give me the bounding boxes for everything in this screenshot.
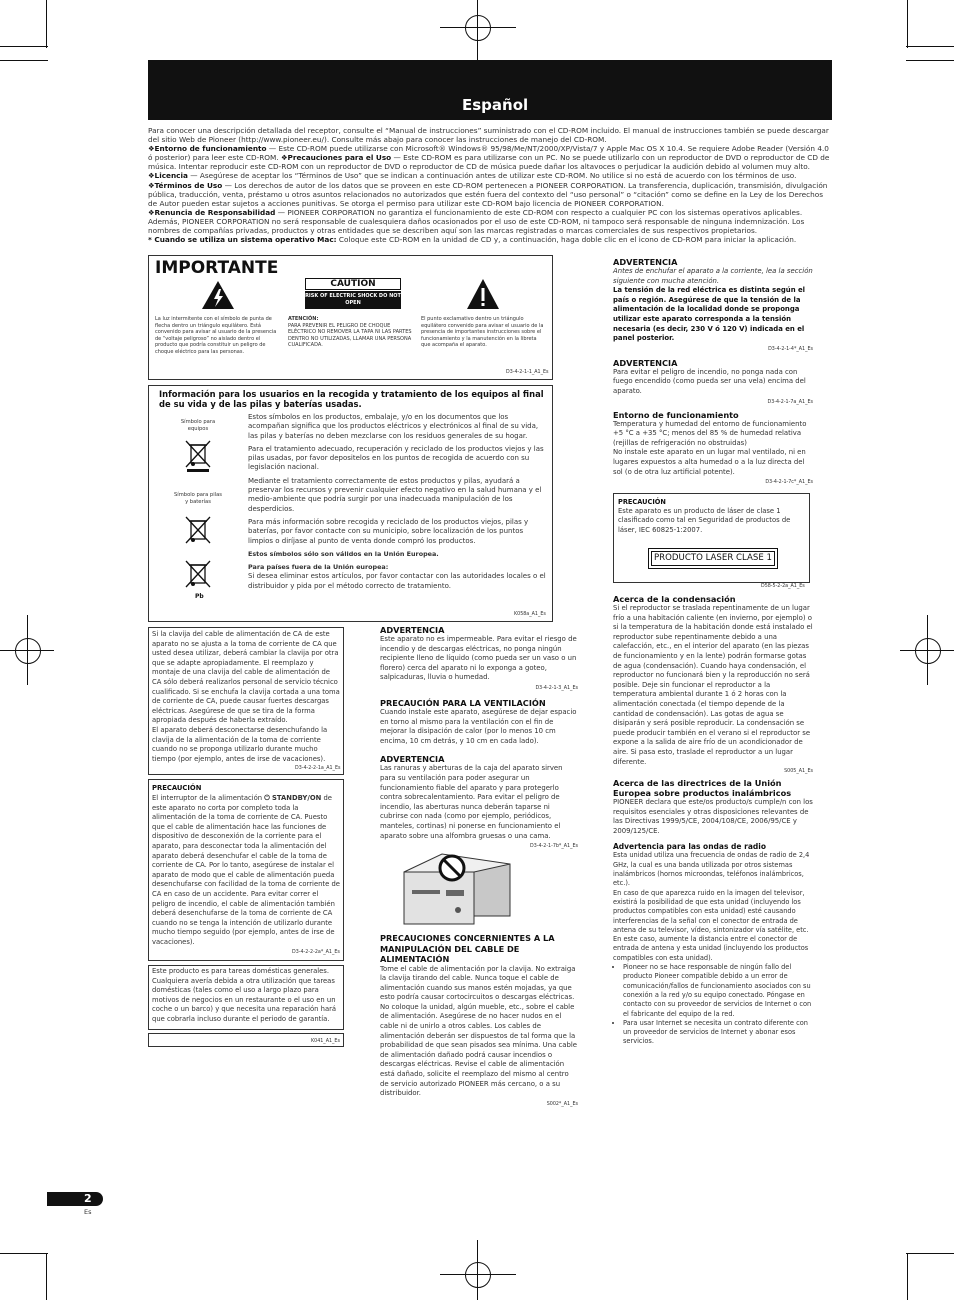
section-italic: Antes de enchufar el aparato a la corriente, lea la sección siguiente con mucha atención. — [613, 267, 813, 285]
recycling-paragraph: Estos símbolos en los productos, embalaje, y/o en los documentos que los acompañan significa que los productos eléctricos y electrónicos al final de su vida, las pilas y baterías no deben mezclarse con los residuos generales de su hogar. — [248, 413, 539, 440]
crop-mark — [0, 60, 48, 61]
doc-code: S005_A1_Es — [784, 769, 813, 775]
crop-mark — [907, 0, 908, 48]
recycling-paragraph: Para más información sobre recogida y reciclado de los productos viejos, pilas y baterías, por favor contacte con su municipio, sobre localización de los puntos limpios o diríjase al punto de venta donde compró los productos. — [248, 517, 529, 545]
caution-title: PRECAUCIÓN — [152, 784, 202, 792]
intro-label: * Cuando se utiliza un sistema operativo Mac: — [148, 235, 337, 245]
wheelie-bin-icon — [183, 514, 213, 546]
section-heading: Entorno de funcionamiento — [613, 409, 739, 420]
registration-mark — [465, 1262, 491, 1288]
registration-mark — [440, 1274, 516, 1275]
standby-label: ⏻ STANDBY/ON — [264, 794, 322, 802]
caution-subtitle: RISK OF ELECTRIC SHOCK DO NOT OPEN — [305, 291, 401, 309]
laser-label — [648, 548, 778, 569]
domestic-code-box — [148, 1033, 344, 1047]
attention-title: ATENCIÓN: — [288, 316, 319, 322]
section-heading: PRECAUCIÓN PARA LA VENTILACIÓN — [380, 697, 546, 708]
crop-mark — [0, 46, 48, 47]
column-3-bottom — [613, 594, 813, 1047]
crop-mark — [46, 0, 47, 48]
importante-box — [148, 255, 553, 380]
section-text: Las ranuras y aberturas de la caja del aparato sirven para su ventilación para poder asegurar un funcionamiento fiable del aparato y para protegerlo contra sobrecalentamiento. Para evitar el peligro de incendio, las aberturas nunca deberán taparse ni cubrirse con nada (como por ejemplo, periódicos, manteles, cortinas) ni ponerse en funcionamiento el aparato sobre una alfombra gruesas o una cama. — [380, 764, 563, 840]
section-heading: Advertencia para las ondas de radio — [613, 842, 766, 852]
registration-mark — [477, 0, 478, 60]
doc-code: D58-5-2-2a_A1_Es — [761, 584, 805, 589]
section-text: Cuando instale este aparato, asegúrese de dejar espacio en torno al mismo para la ventilación con el fin de mejorar la disipación de calor (por lo menos 10 cm encima, 10 cm detrás, y 10 cm en cada lado). — [380, 707, 577, 745]
registration-mark — [440, 27, 516, 28]
crop-mark — [46, 1253, 47, 1300]
cable-section — [380, 933, 578, 1107]
domestic-use-text: Este producto es para tareas domésticas generales. Cualquiera avería debida a otra utilización que tareas domésticas (tales como el uso a largo plazo para motivos de negocios en un restaurante o el uso en un coche o un barco) y que necesita una reparación hará que cobrarla incluso durante el periodo de garantía. — [152, 967, 337, 1023]
section-heading: ADVERTENCIA — [613, 257, 678, 267]
intro-label: ❖Entorno de funcionamiento — [148, 144, 267, 154]
intro-paragraph — [148, 171, 831, 180]
recycling-paragraph: Mediante el tratamiento correctamente de estos productos y pilas, ayudará a preservar los recursos y prevenir cualquier efecto negativo en la salud humana y el medio-ambiente que podría surgir por una inadecuada manipulación de los desperdicios. — [248, 476, 542, 513]
recycling-title: Información para los usuarios en la recogida y tratamiento de los equipos al final de su vida y de las pilas y baterías usadas. — [159, 389, 544, 409]
registration-mark — [465, 15, 491, 41]
column-3-top — [613, 257, 813, 485]
section-heading: Acerca de las directrices de la Unión Europea sobre productos inalámbricos — [613, 778, 792, 799]
battery-bin-icon — [183, 558, 213, 590]
registration-mark — [927, 615, 928, 685]
section-text: Temperatura y humedad del entorno de funcionamiento +5 °C a +35 °C; menos del 85 % de humedad relativa (rejillas de refrigeración no obstruidas) No instale este aparato en un lugar mal ventilado, ni en lugares expuestos a alta humedad o a la luz directa del sol (o de otra luz artificial potente). — [613, 419, 807, 476]
section-text: En este caso, aumente la distancia entre el conector de entrada de antena y esta unidad (incluyendo los productos compatibles con esta unidad). — [613, 935, 809, 962]
label-pilas: Símbolo para pilas y baterías — [173, 492, 222, 505]
standby-caution-box — [148, 779, 344, 961]
exclamation-warning-icon — [466, 278, 500, 310]
intro-label: ❖Renuncia de Responsabilidad — [148, 207, 276, 217]
column-2 — [380, 625, 578, 849]
page-language: Es — [84, 1208, 92, 1216]
intro-paragraph — [148, 144, 831, 171]
section-text: En caso de que aparezca ruido en la imagen del televisor, existirá la posibilidad de que esta unidad (incluyendo los productos compatibles con esta unidad) esté causando interferencias de la señal con el conector de entrada de antena de su televisor, vídeo, sintonizador vía satélite, etc. — [613, 888, 809, 934]
section-bold: La tensión de la red eléctrica es distinta según el país o región. Asegúrese de que la tensión de la alimentación de la localidad donde se proponga utilizar este aparato corresponda a la tensión necesaria (es decir, 230 V ó 120 V) indicada en el panel posterior. — [613, 286, 806, 343]
recycling-box — [148, 385, 553, 622]
section-text: Si el reproductor se traslada repentinamente de un lugar frío a una habitación caliente (en invierno, por ejemplo) o si la temperatura de la habitación donde está instalado el reproductor sube repentinamente debido a una calefacción, etc., en el interior del aparato (en las piezas de funcionamiento y en la lente) podrán formarse gotas de agua (condensación). Cuando haya condensación, el reproductor no funcionará bien y la reproducción no será posible. Deje sin funcionar el reproductor a la temperatura ambiental durante 1 ó 2 horas con la alimentación conectada (el tiempo depende de la cantidad de condensación). Las gotas de agua se disiparán y será posible reproducir. La condensación se puede producir también en el verano si el reproductor se expone a la salida de aire frío de un acondicionador de aire. Si pasa esto, traslade el reproductor a un lugar diferente. — [613, 604, 813, 766]
doc-code: S002*_A1_Es — [546, 1101, 578, 1107]
intro-text — [148, 126, 831, 244]
registration-mark — [27, 615, 28, 685]
caution-text-span: El interruptor de la alimentación — [152, 794, 265, 802]
doc-code: D3-4-2-2-1a_A1_Es — [295, 766, 341, 771]
lightning-description: La luz intermitente con el símbolo de punta de flecha dentro un triángulo equilátero. Está convenido para avisar al usuario de la presencia de “voltaje peligroso” no aislado dentro el producto que podría constituir un peligro de choque eléctrico para las personas. — [155, 316, 277, 355]
intro-label: ❖Licencia — [148, 171, 188, 181]
bullet-list — [613, 963, 813, 1047]
doc-code: D3-4-2-1-7c*_A1_Es — [765, 480, 813, 486]
section-heading: ADVERTENCIA — [613, 357, 678, 368]
laser-text: Este aparato es un producto de láser de clase 1 clasificado como tal en Seguridad de productos de láser, IEC 60825-1:2007. — [618, 507, 791, 534]
receiver-illustration — [402, 850, 514, 930]
section-text: PIONEER declara que este/os producto/s cumple/n con los requisitos esenciales y otras disposiciones relevantes de las Directivas 1999/5/CE, 2004/108/CE, 2006/95/CE y 2009/125/CE. — [613, 798, 813, 835]
doc-code: D3-4-2-2-2a*_A1_Es — [292, 950, 340, 955]
intro-text-span: — Este CD-ROM puede utilizarse con Microsoft® Windows® 95/98/Me/NT/2000/XP/Vista/7 y Apple Mac OS X 10.4. Se requiere Adobe Reader (Versión 4.0 ó posterior) para leer este CD-ROM. — [148, 144, 829, 163]
section-heading: PRECAUCIONES CONCERNIENTES A LA MANIPULACIÓN DEL CABLE DE ALIMENTACIÓN — [380, 933, 555, 964]
intro-label: ❖Términos de Uso — [148, 180, 223, 190]
intro-label: ❖Precauciones para el Uso — [280, 153, 392, 163]
registration-mark — [915, 638, 941, 664]
doc-code: D3-4-2-1-7b*_A1_Es — [530, 844, 578, 850]
doc-code: K041_A1_Es — [311, 1039, 340, 1044]
crop-mark — [906, 1253, 954, 1254]
page-number: 2 — [84, 1192, 92, 1205]
section-text: Para evitar el peligro de incendio, no ponga nada con fuego encendido (como pueda ser una vela) encima del aparato. — [613, 367, 806, 395]
section-heading: ADVERTENCIA — [380, 754, 445, 765]
exclamation-description: El punto exclamativo dentro un triángulo equilátero convenido para avisar el usuario de la presencia de importantes instrucciones sobre el funcionamiento y la manutención en la libreta que acompaña el aparato. — [421, 316, 544, 348]
crop-mark — [0, 1253, 48, 1254]
crop-mark — [906, 46, 954, 47]
intro-text-span: — PIONEER CORPORATION no garantiza el funcionamiento de este CD-ROM con respecto a cualquier PC con los sistemas operativos aplicables. Además, PIONEER CORPORATION no será responsable de cualesquiera daños ocasionados por el uso de este CD-ROM, ni tampoco será responsable de ninguna indemnización. Los nombres de compañías privadas, productos y otras entidades que se describen aquí son las marcas registradas o marcas comerciales de sus respectivos propietarios. — [148, 207, 805, 236]
intro-paragraph — [148, 181, 831, 208]
pb-label: Pb — [195, 593, 204, 600]
recycling-paragraph: Si desea eliminar estos artículos, por favor contactar con las autoridades locales o el distribuidor y pida por el método correcto de tratamiento. — [248, 572, 546, 590]
page-number-tab — [47, 1192, 103, 1206]
list-item: • Para usar Internet se necesita un contrato diferente con un proveedor de servicios de Internet y abonar esos servicios. — [623, 1019, 813, 1047]
attention-text: PARA PREVENIR EL PELIGRO DE CHOQUE ELÉCTRICO NO REMOVER LA TAPA NI LAS PARTES DENTRO NO UTILIZADAS, LLAMAR UNA PERSONA CUALIFICADA. — [288, 322, 412, 348]
domestic-use-box — [148, 965, 344, 1030]
intro-paragraph — [148, 208, 831, 235]
wheelie-bin-icon — [183, 438, 213, 472]
section-heading: ADVERTENCIA — [380, 625, 445, 635]
recycling-note: Para países fuera de la Unión europea: — [248, 563, 389, 572]
standby-caution-text — [152, 794, 342, 948]
label-equipos: Símbolo para equipos — [180, 419, 216, 432]
attention-block — [288, 316, 418, 349]
section-heading: Acerca de la condensación — [613, 594, 736, 604]
intro-text-span: — Asegúrese de aceptar los “Términos de Uso” que se indican a continuación antes de utilizar este CD-ROM. No utilice si no está de acuerdo con los términos de uso. — [187, 171, 797, 181]
plug-warning-text: Si la clavija del cable de alimentación de CA de este aparato no se ajusta a la toma de corriente de CA que usted desea utilizar, deberá cambiar la clavija por otra que se adapte apropiadamente. El reemplazo y montaje de una clavija del cable de alimentación de CA sólo deberá realizarlos personal de servicio técnico cualificado. Si se enchufa la clavija cortada a una toma de corriente de CA, puede causar fuertes descargas eléctricas. Asegúrese de que se tira de la forma apropiada después de haberla extraído. El aparato deberá desconectarse desenchufando la clavija de la alimentación de la toma de corriente cuando no se proponga utilizarlo durante mucho tiempo (por ejemplo, antes de irse de vacaciones). — [152, 630, 340, 763]
intro-text-span: Coloque este CD-ROM en la unidad de CD y, a continuación, haga doble clic en el icono de CD-ROM para iniciar la aplicación. — [336, 235, 797, 245]
plug-warning-box — [148, 627, 344, 775]
lightning-warning-icon — [201, 280, 235, 310]
recycling-text — [248, 413, 546, 591]
section-text: Tome el cable de alimentación por la clavija. No extraiga la clavija tirando del cable. Nunca toque el cable de alimentación cuando sus manos estén mojadas, ya que esto podría causar cortocircuitos o descargas eléctricas. No coloque la unidad, algún mueble, etc., sobre el cable de alimentación. Asegúrese de no hacer nudos en el cable ni de unirlo a otros cables. Los cables de alimentación deberán ser dispuestos de tal forma que la probabilidad de que sean pisados sea mínima. Una cable de alimentación dañado podrá causar incendios o descargas eléctricas. Revise el cable de alimentación está dañado, solicite el reemplazo del mismo al centro de servicio autorizado PIONEER más cercano, o a su distribuidor. — [380, 964, 578, 1098]
caution-label: CAUTION — [305, 278, 401, 290]
intro-paragraph: Para conocer una descripción detallada del receptor, consulte el “Manual de instrucciones” suministrado con el CD-ROM incluido. El manual de instrucciones también se puede descargar del sitio Web de Pioneer (http://www.pioneer.eu/). Consulte más abajo para conocer las instrucciones de manejo del CD-ROM. — [148, 126, 829, 145]
registration-mark — [15, 638, 41, 664]
recycling-note: Estos símbolos sólo son válidos en la Unión Europea. — [248, 549, 439, 558]
doc-code: D3-4-2-1-7a_A1_Es — [767, 399, 813, 405]
doc-code: D3-4-2-1-1_A1_Es — [506, 370, 549, 375]
intro-paragraph — [148, 235, 831, 244]
intro-text-span: — Este CD-ROM es para utilizarse con un PC. No se puede utilizarlo con un reproductor de DVD o reproductor de CD de música. Intentar reproducir este CD-ROM con un reproductor de DVD o reproductor de CD de música puede dañar los altavoces o perjudicar la audición debido al volumen muy alto. — [148, 153, 830, 172]
caution-text-span: de este aparato no corta por completo toda la alimentación de la toma de corriente de CA. Puesto que el cable de alimentación hace las funciones de dispositivo de desconexión de la corriente para el aparato, para desconectar toda la alimentación del aparato deberá desenchufar el cable de la toma de corriente de CA. Por lo tanto, asegúrese de instalar el aparato de modo que el cable de alimentación pueda desenchufarse con facilidad de la toma de corriente de CA en caso de un accidente. Para evitar correr el peligro de incendio, el cable de alimentación también deberá desenchufarse de la toma de corriente de CA cuando no se tenga la intención de utilizarlo durante mucho tiempo seguido (por ejemplo, antes de irse de vacaciones). — [152, 794, 340, 946]
registration-mark — [477, 1240, 478, 1300]
page-title: Español — [462, 96, 529, 114]
laser-caution-box — [613, 493, 810, 583]
section-text: Este aparato no es impermeable. Para evitar el riesgo de incendio y de descargas eléctricas, no ponga ningún recipiente lleno de líquido (como pueda ser un vaso o un florero) cerca del aparato ni lo exponga a goteo, salpicaduras, lluvia o humedad. — [380, 635, 577, 682]
doc-code: D3-4-2-1-3_A1_Es — [535, 685, 578, 691]
crop-mark — [906, 60, 954, 61]
list-item: • Pioneer no se hace responsable de ningún fallo del producto Pioneer compatible debido a un error de comunicación/fallos de funcionamiento asociados con su conexión a la red y/o su equipo conectado. Póngase en contacto con su proveedor de servicios de Internet o con el fabricante del equipo de la red. — [623, 963, 813, 1019]
crop-mark — [907, 1253, 908, 1300]
laser-label-text: PRODUCTO LASER CLASE 1 — [651, 551, 775, 566]
recycling-paragraph: Para el tratamiento adecuado, recuperación y reciclado de los productos viejos y las pilas usadas, por favor depositelos en los puntos de recogida de acuerdo con su legislación nacional. — [248, 444, 544, 472]
intro-text-span: — Los derechos de autor de los datos que se proveen en este CD-ROM pertenecen a PIONEER CORPORATION. La transferencia, duplicación, transmisión, divulgación pública, traducción, venta, préstamo u otros asuntos relacionados no autorizados que estén fuera del contexto del “uso personal” o “citación” como se define en la Ley de los Derechos de Autor pueden estar sujetos a acciones punitivas. Se otorga el permiso para utilizar este CD-ROM bajo licencia de PIONEER CORPORATION. — [148, 180, 828, 208]
importante-title: IMPORTANTE — [155, 258, 279, 278]
doc-code: D3-4-2-1-4*_A1_Es — [768, 346, 813, 352]
doc-code: K058a_A1_Es — [514, 612, 546, 617]
caution-title: PRECAUCIÓN — [618, 498, 666, 506]
section-text: Esta unidad utiliza una frecuencia de ondas de radio de 2,4 GHz, la cual es una banda utilizada por otros sistemas inalámbricos (hornos microondas, teléfonos inalámbricos, etc.). — [613, 851, 810, 888]
